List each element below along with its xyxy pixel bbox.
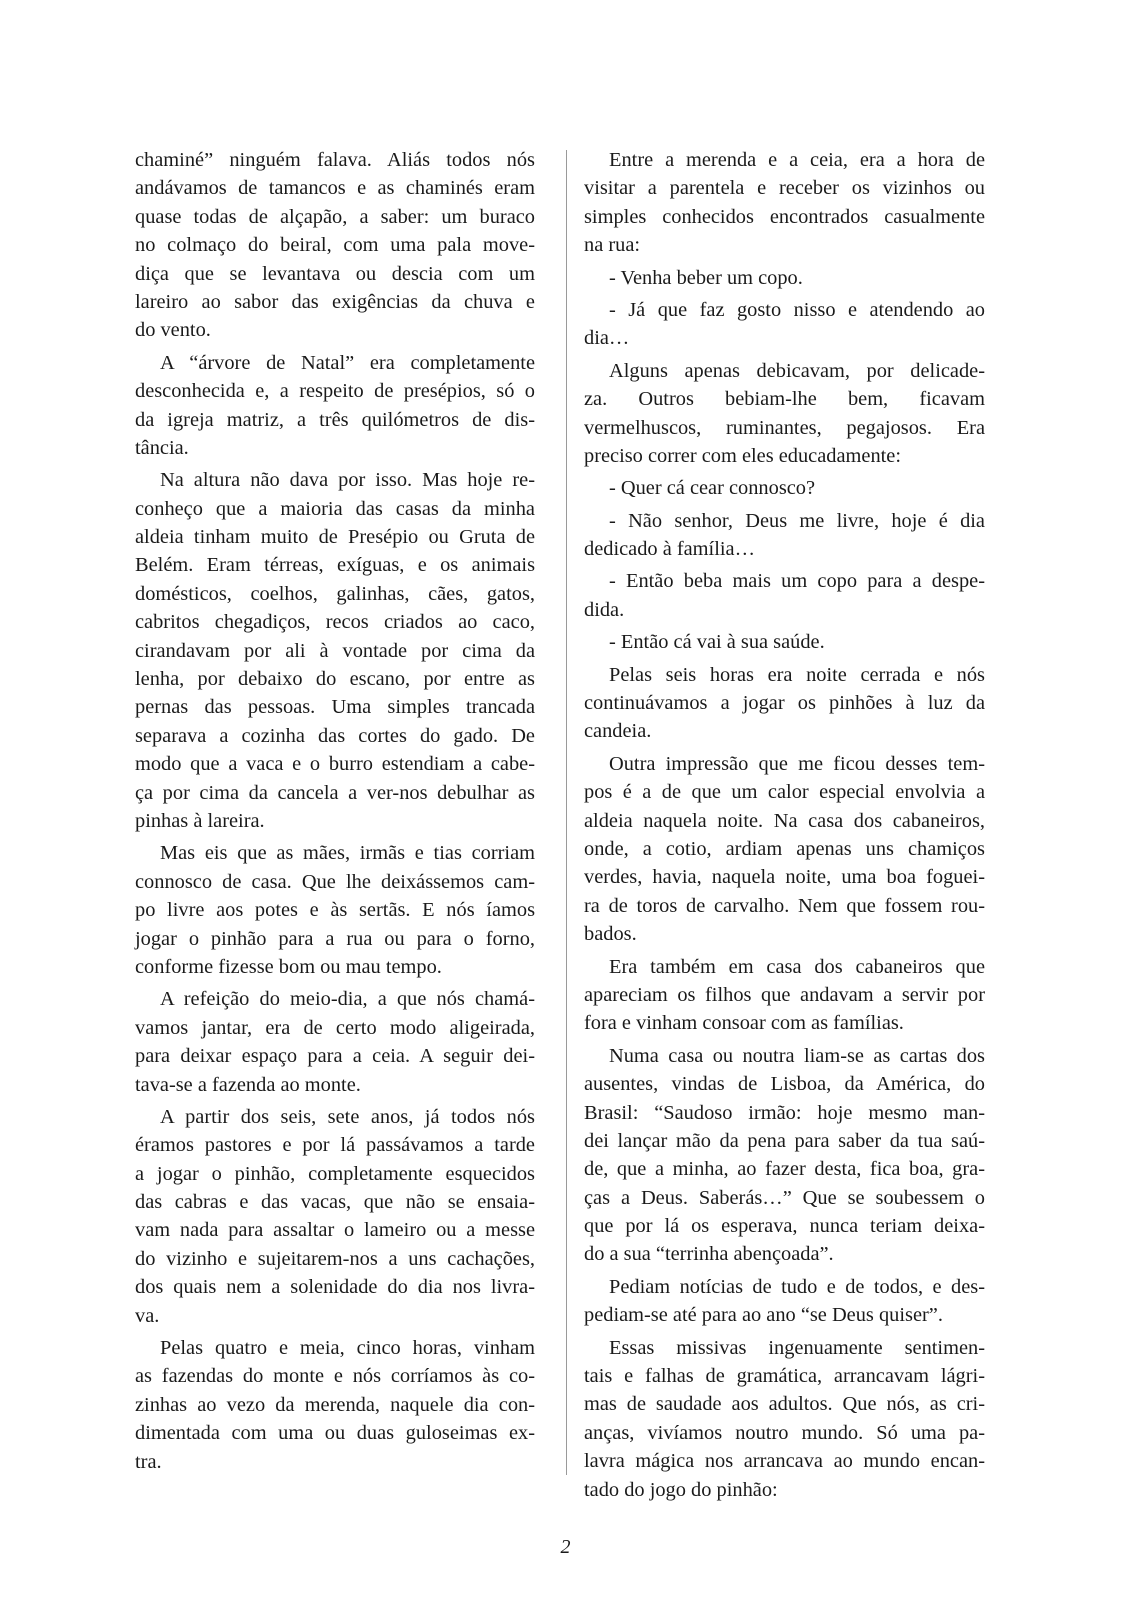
text-line: na rua:: [584, 234, 641, 257]
text-line: Pediam notícias de tudo e de todos, e des-: [609, 1275, 985, 1298]
text-line: dimentada com uma ou duas guloseimas ex-: [135, 1422, 535, 1445]
text-line: aldeia tinham muito de Presépio ou Gruta de: [135, 526, 535, 549]
text-line: pinhas à lareira.: [135, 809, 265, 832]
text-line: Numa casa ou noutra liam-se as cartas dos: [609, 1044, 985, 1067]
text-line: Outra impressão que me ficou desses tem-: [609, 752, 985, 775]
text-line: dedicado à família…: [584, 538, 755, 561]
text-line: Na altura não dava por isso. Mas hoje re-: [160, 469, 535, 492]
text-line: chaminé” ninguém falava. Aliás todos nós: [135, 149, 535, 171]
text-line: za. Outros bebiam-lhe bem, ficavam: [584, 388, 985, 411]
text-line: anças, vivíamos noutro mundo. Só uma pa-: [584, 1421, 985, 1444]
text-line: onde, a cotio, ardiam apenas uns chamiços: [584, 837, 985, 860]
text-line: quase todas de alçapão, a saber: um buraco: [135, 205, 535, 228]
text-line: cabritos chegadiços, recos criados ao caco,: [135, 611, 535, 634]
page-number: 2: [560, 1536, 571, 1558]
text-line: ças a Deus. Saberás…” Que se soubessem o: [584, 1186, 985, 1209]
text-line: - Quer cá cear connosco?: [609, 477, 816, 500]
text-line: cirandavam por ali à vontade por cima da: [135, 639, 535, 662]
text-line: de, que a minha, ao fazer desta, fica boa, gra-: [584, 1158, 985, 1181]
text-line: dia…: [584, 327, 630, 350]
text-line: va.: [135, 1304, 160, 1327]
text-line: Belém. Eram térreas, exíguas, e os animais: [135, 554, 535, 577]
text-line: pos é a de que um calor especial envolvia a: [584, 781, 985, 804]
text-line: Era também em casa dos cabaneiros que: [609, 955, 985, 978]
text-line: éramos pastores e por lá passávamos a tarde: [135, 1134, 535, 1157]
text-line: ra de toros de carvalho. Nem que fossem rou-: [584, 894, 985, 917]
text-line: jogar o pinhão para a rua ou para o forno,: [135, 927, 535, 950]
text-line: Entre a merenda e a ceia, era a hora de: [609, 149, 985, 171]
text-line: para deixar espaço para a ceia. A seguir dei-: [135, 1045, 535, 1068]
text-line: tância.: [135, 436, 189, 459]
text-line: ausentes, vindas de Lisboa, da América, do: [584, 1073, 985, 1096]
text-line: desconhecida e, a respeito de presépios, só o: [135, 380, 535, 403]
text-line: pediam-se até para ao ano “se Deus quiser”.: [584, 1304, 943, 1327]
text-line: as fazendas do monte e nós corríamos às co-: [135, 1365, 535, 1388]
text-line: aldeia naquela noite. Na casa dos cabaneiros,: [584, 809, 985, 832]
right-text-column: [584, 146, 985, 1504]
text-line: da igreja matriz, a três quilómetros de dis-: [135, 408, 535, 431]
text-line: po livre aos potes e às sertãs. E nós íamos: [135, 899, 535, 922]
text-line: que por lá os esperava, nunca teriam deixa-: [584, 1215, 985, 1238]
text-line: preciso correr com eles educadamente:: [584, 444, 902, 467]
text-line: simples conhecidos encontrados casualmente: [584, 205, 985, 228]
text-line: lenha, por debaixo do escano, por entre as: [135, 668, 535, 691]
text-line: do vento.: [135, 319, 211, 342]
text-line: - Então beba mais um copo para a despe-: [609, 570, 985, 593]
text-line: connosco de casa. Que lhe deixássemos cam-: [135, 870, 535, 893]
text-line: diça que se levantava ou descia com um: [135, 262, 535, 285]
text-line: do vizinho e sujeitarem-nos a uns cachações,: [135, 1247, 535, 1270]
text-line: verdes, havia, naquela noite, uma boa foguei-: [584, 866, 985, 889]
text-line: tais e falhas de gramática, arrancavam lágri-: [584, 1365, 985, 1388]
text-line: separava a cozinha das cortes do gado. De: [135, 724, 535, 747]
text-line: A partir dos seis, sete anos, já todos nós: [160, 1105, 535, 1128]
text-line: - Já que faz gosto nisso e atendendo ao: [609, 298, 985, 321]
text-line: Essas missivas ingenuamente sentimen-: [609, 1336, 985, 1359]
text-line: conforme fizesse bom ou mau tempo.: [135, 955, 442, 978]
text-line: - Então cá vai à sua saúde.: [609, 631, 825, 654]
text-line: vamos jantar, era de certo modo aligeirada,: [135, 1016, 535, 1039]
text-line: conheço que a maioria das casas da minha: [135, 497, 535, 520]
text-line: - Não senhor, Deus me livre, hoje é dia: [609, 509, 985, 532]
text-line: vermelhuscos, ruminantes, pegajosos. Era: [584, 416, 985, 439]
text-line: candeia.: [584, 720, 652, 743]
text-line: tado do jogo do pinhão:: [584, 1478, 778, 1501]
text-line: vam nada para assaltar o lameiro ou a messe: [135, 1219, 535, 1242]
text-line: dida.: [584, 598, 625, 621]
left-text-column: [135, 146, 535, 1476]
text-line: A refeição do meio-dia, a que nós chamá-: [160, 988, 535, 1011]
text-line: Pelas seis horas era noite cerrada e nós: [609, 663, 985, 686]
text-line: dos quais nem a solenidade do dia nos livra-: [135, 1276, 535, 1299]
text-line: das cabras e das vacas, que não se ensaia-: [135, 1191, 535, 1214]
text-line: pernas das pessoas. Uma simples trancada: [135, 696, 535, 719]
text-line: Pelas quatro e meia, cinco horas, vinham: [160, 1337, 535, 1360]
text-line: lareiro ao sabor das exigências da chuva e: [135, 290, 535, 313]
text-line: andávamos de tamancos e as chaminés eram: [135, 177, 535, 200]
text-line: do a sua “terrinha abençoada”.: [584, 1243, 834, 1266]
text-line: A “árvore de Natal” era completamente: [160, 351, 535, 374]
text-line: dei lançar mão da pena para saber da tua saú-: [584, 1129, 985, 1152]
text-line: no colmaço do beiral, com uma pala move-: [135, 234, 535, 257]
text-line: tava-se a fazenda ao monte.: [135, 1073, 361, 1096]
column-divider: [566, 150, 567, 1475]
text-line: continuávamos a jogar os pinhões à luz da: [584, 692, 985, 715]
text-line: - Venha beber um copo.: [609, 266, 803, 289]
text-line: Alguns apenas debicavam, por delicade-: [609, 359, 985, 382]
text-line: visitar a parentela e receber os vizinhos ou: [584, 177, 985, 200]
text-line: bados.: [584, 923, 637, 946]
text-line: Brasil: “Saudoso irmão: hoje mesmo man-: [584, 1101, 985, 1124]
text-line: domésticos, coelhos, galinhas, cães, gatos,: [135, 582, 535, 605]
text-line: zinhas ao vezo da merenda, naquele dia con-: [135, 1393, 535, 1416]
text-line: fora e vinham consoar com as famílias.: [584, 1012, 904, 1035]
text-line: ça por cima da cancela a ver-nos debulhar as: [135, 781, 535, 804]
text-line: tra.: [135, 1450, 162, 1473]
text-line: modo que a vaca e o burro estendiam a cabe-: [135, 753, 535, 776]
text-line: apareciam os filhos que andavam a servir por: [584, 983, 985, 1006]
text-line: mas de saudade aos adultos. Que nós, as cri-: [584, 1393, 985, 1416]
text-line: Mas eis que as mães, irmãs e tias corriam: [160, 842, 535, 865]
text-line: lavra mágica nos arrancava ao mundo encan-: [584, 1450, 985, 1473]
text-line: a jogar o pinhão, completamente esquecidos: [135, 1162, 535, 1185]
